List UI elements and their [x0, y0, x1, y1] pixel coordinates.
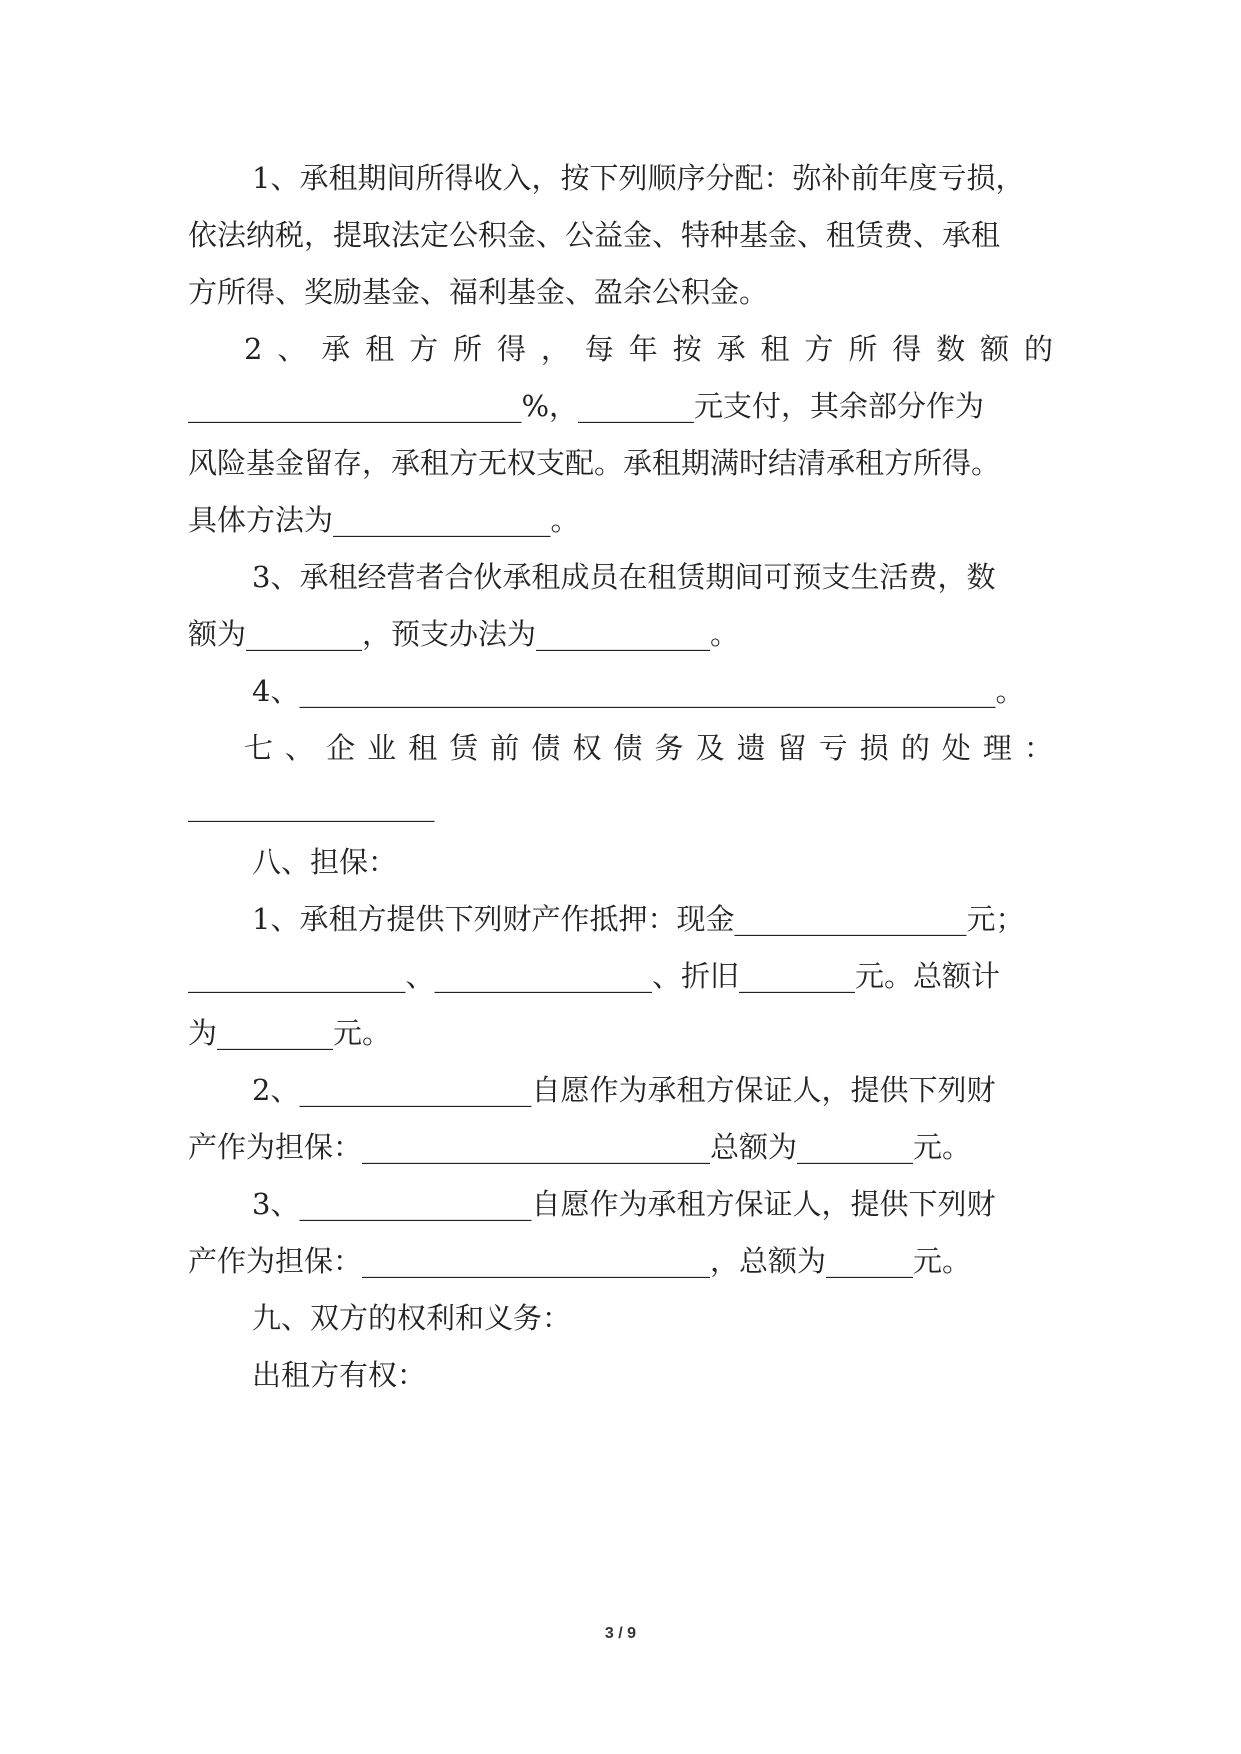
- paragraph-line: 额为________，预支办法为____________。: [188, 617, 740, 651]
- paragraph-line: _______________、_______________、折旧________元。总额计: [188, 959, 1001, 993]
- paragraph-line: 2、________________自愿作为承租方保证人，提供下列财: [252, 1073, 996, 1107]
- paragraph-line: 3、________________自愿作为承租方保证人，提供下列财: [252, 1187, 996, 1221]
- paragraph-line: _________________: [188, 788, 435, 822]
- paragraph-line: 产作为担保：________________________，总额为______元。: [188, 1244, 972, 1278]
- paragraph-line: 1、承租期间所得收入，按下列顺序分配：弥补前年度亏损，: [252, 161, 1025, 195]
- paragraph-line: 2、承租方所得，每年按承租方所得数额的: [244, 332, 1053, 366]
- paragraph-line: 风险基金留存，承租方无权支配。承租期满时结清承租方所得。: [188, 446, 1001, 480]
- paragraph-line: 具体方法为_______________。: [188, 503, 580, 537]
- section-heading: 七、企业租赁前债权债务及遗留亏损的处理：: [244, 731, 1053, 765]
- section-heading: 九、双方的权利和义务：: [252, 1301, 572, 1335]
- paragraph-line: _______________________%，________元支付，其余部分作为: [188, 389, 985, 423]
- paragraph-line: 依法纳税，提取法定公积金、公益金、特种基金、租赁费、承租: [188, 218, 1001, 252]
- paragraph-line: 1、承租方提供下列财产作抵押：现金________________元；: [252, 902, 1025, 936]
- paragraph-line: 方所得、奖励基金、福利基金、盈余公积金。: [188, 275, 769, 309]
- paragraph-line: 3、承租经营者合伙承租成员在租赁期间可预支生活费，数: [252, 560, 996, 594]
- page-number: 3 / 9: [604, 1625, 637, 1642]
- paragraph-line: 产作为担保：________________________总额为________元。: [188, 1130, 972, 1164]
- paragraph-line: 出租方有权：: [252, 1358, 427, 1392]
- paragraph-line: 为________元。: [188, 1016, 392, 1050]
- section-heading: 八、担保：: [252, 845, 398, 879]
- paragraph-line: 4、________________________________________________。: [252, 674, 1025, 708]
